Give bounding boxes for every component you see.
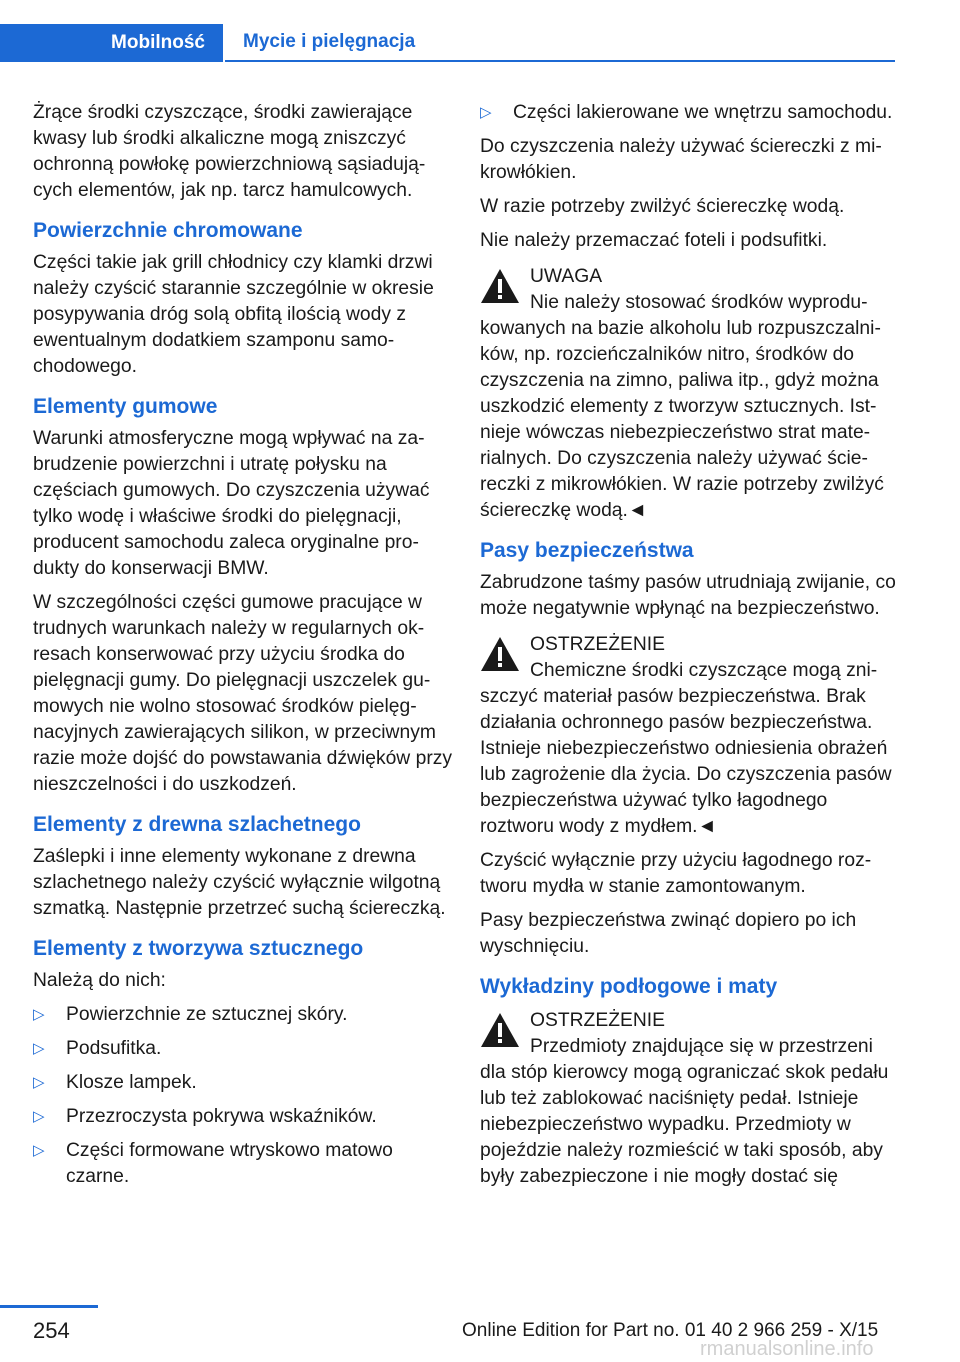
triangle-right-icon: ▷ bbox=[33, 1142, 45, 1159]
triangle-right-icon: ▷ bbox=[33, 1006, 45, 1023]
warning-title: OSTRZEŻENIE bbox=[530, 634, 665, 655]
warning-title: UWAGA bbox=[530, 266, 603, 287]
triangle-right-icon: ▷ bbox=[33, 1108, 45, 1125]
triangle-right-icon: ▷ bbox=[480, 104, 492, 121]
warning-block bbox=[480, 262, 900, 524]
list-item-text: Części formowane wtryskowo matowo czarne. bbox=[66, 1140, 393, 1187]
warning-triangle-icon bbox=[480, 636, 520, 672]
belts-paragraph-2: Czyścić wyłącznie przy użyciu łagodnego roztworu mydła w stanie zamontowanym. bbox=[480, 850, 872, 897]
list-item-text: Powierzchnie ze sztucznej skóry. bbox=[66, 1004, 348, 1025]
carpet-heading: Wykładziny podłogowe i maty bbox=[480, 975, 778, 998]
warning-text: Nie należy stosować środków wyprodukowanych na bazie alkoholu lub rozpuszczalników, np. rozcieńczalników nitro, środków do czyszczenia na zimno, paliwa itp., gdyż można uszkodzić elementy z tworzyw sztucznych. Istnieje wówczas niebezpieczeństwo strat materialnych. Do czyszczenia należy używać ściereczki z mikrowłókien. W razie potrzeby zwilżyć ściereczkę wodą.◄ bbox=[480, 292, 884, 521]
list-item bbox=[33, 1104, 453, 1130]
list-item bbox=[33, 1002, 453, 1028]
triangle-right-icon: ▷ bbox=[33, 1074, 45, 1091]
list-item-text: Przezroczysta pokrywa wskaźników. bbox=[66, 1106, 377, 1127]
microfiber-paragraph: Do czyszczenia należy używać ściereczki z mikrowłókien. bbox=[480, 136, 882, 183]
warning-triangle-icon bbox=[480, 1012, 520, 1048]
belts-paragraph: Zabrudzone taśmy pasów utrudniają zwijanie, co może negatywnie wpłynąć na bezpieczeństwo. bbox=[480, 572, 896, 619]
warning-block bbox=[480, 1006, 900, 1190]
plastic-intro: Należą do nich: bbox=[33, 970, 166, 991]
section-tab: Mycie i pielęgnacja bbox=[225, 24, 895, 62]
wood-paragraph: Zaślepki i inne elementy wykonane z drewna szlachetnego należy czyścić wyłącznie wilgotną szmatką. Następnie przetrzeć suchą ściereczką. bbox=[33, 846, 446, 919]
list-item-text: Klosze lampek. bbox=[66, 1072, 197, 1093]
belts-paragraph-3: Pasy bezpieczeństwa zwinąć dopiero po ich wyschnięciu. bbox=[480, 910, 857, 957]
warning-text: Przedmioty znajdujące się w przestrzeni dla stóp kierowcy mogą ograniczać skok pedału lub też zablokować naciśnięty pedał. Istnieje niebezpieczeństwo wypadku. Przedmioty w pojeździe należy rozmieścić w taki sposób, aby były zabezpieczone i nie mogły dostać się bbox=[480, 1036, 889, 1187]
chrome-heading: Powierzchnie chromowane bbox=[33, 219, 303, 242]
rubber-heading: Elementy gumowe bbox=[33, 395, 218, 418]
list-item bbox=[480, 100, 900, 126]
list-item bbox=[33, 1070, 453, 1096]
moisten-paragraph: W razie potrzeby zwilżyć ściereczkę wodą. bbox=[480, 196, 845, 217]
edition-note: Online Edition for Part no. 01 40 2 966 259 - X/15 bbox=[462, 1320, 879, 1341]
list-item-text: Podsufitka. bbox=[66, 1038, 162, 1059]
right-column bbox=[480, 100, 900, 1198]
warning-triangle-icon bbox=[480, 268, 520, 304]
left-column bbox=[33, 100, 453, 1198]
list-item bbox=[33, 1036, 453, 1062]
rubber-paragraph-2: W szczególności części gumowe pracujące w trudnych warunkach należy w regularnych okresach konserwować przy użyciu środka do pielęgnacji gumy. Do pielęgnacji uszczelek gumowych nie wolno stosować środków pielęgnacyjnych zawierających silikon, w przeciwnym razie może dojść do powstawania dźwięków przy nieszczelności i do uszkodzeń. bbox=[33, 592, 453, 795]
chrome-paragraph: Części takie jak grill chłodnicy czy klamki drzwi należy czyścić starannie szczególnie w okresie posypywania dróg solą obfitą ilością wody z ewentualnym dodatkiem szamponu samochodowego. bbox=[33, 252, 434, 377]
plastic-heading: Elementy z tworzywa sztucznego bbox=[33, 937, 364, 960]
warning-title: OSTRZEŻENIE bbox=[530, 1010, 665, 1031]
intro-paragraph: Żrące środki czyszczące, środki zawierające kwasy lub środki alkaliczne mogą zniszczyć ochronną powłokę powierzchniową sąsiadujących elementów, jak np. tarcz hamulcowych. bbox=[33, 102, 426, 201]
belts-heading: Pasy bezpieczeństwa bbox=[480, 539, 694, 562]
warning-block bbox=[480, 630, 900, 840]
page-header bbox=[0, 0, 960, 62]
triangle-right-icon: ▷ bbox=[33, 1040, 45, 1057]
warning-text: Chemiczne środki czyszczące mogą zniszczyć materiał pasów bezpieczeństwa. Brak działania ochronnego pasów bezpieczeństwa. Istnieje niebezpieczeństwo odniesienia obrażeń lub zagrożenie dla życia. Do czyszczenia pasów bezpieczeństwa używać tylko łagodnego roztworu wody z mydłem.◄ bbox=[480, 660, 892, 837]
wood-heading: Elementy z drewna szlachetnego bbox=[33, 813, 361, 836]
list-item-text: Części lakierowane we wnętrzu samochodu. bbox=[513, 102, 893, 123]
footer-divider bbox=[0, 1305, 98, 1308]
page-number: 254 bbox=[33, 1318, 70, 1343]
rubber-paragraph-1: Warunki atmosferyczne mogą wpływać na zabrudzenie powierzchni i utratę połysku na częściach gumowych. Do czyszczenia używać tylko wodę i właściwe środki do pielęgnacji, producent samochodu zaleca oryginalne produkty do konserwacji BMW. bbox=[33, 428, 430, 579]
list-item bbox=[33, 1138, 453, 1190]
chapter-tab: Mobilność bbox=[0, 24, 223, 62]
seats-paragraph: Nie należy przemaczać foteli i podsufitki. bbox=[480, 230, 828, 251]
watermark: rmanualsonline.info bbox=[700, 1338, 874, 1360]
